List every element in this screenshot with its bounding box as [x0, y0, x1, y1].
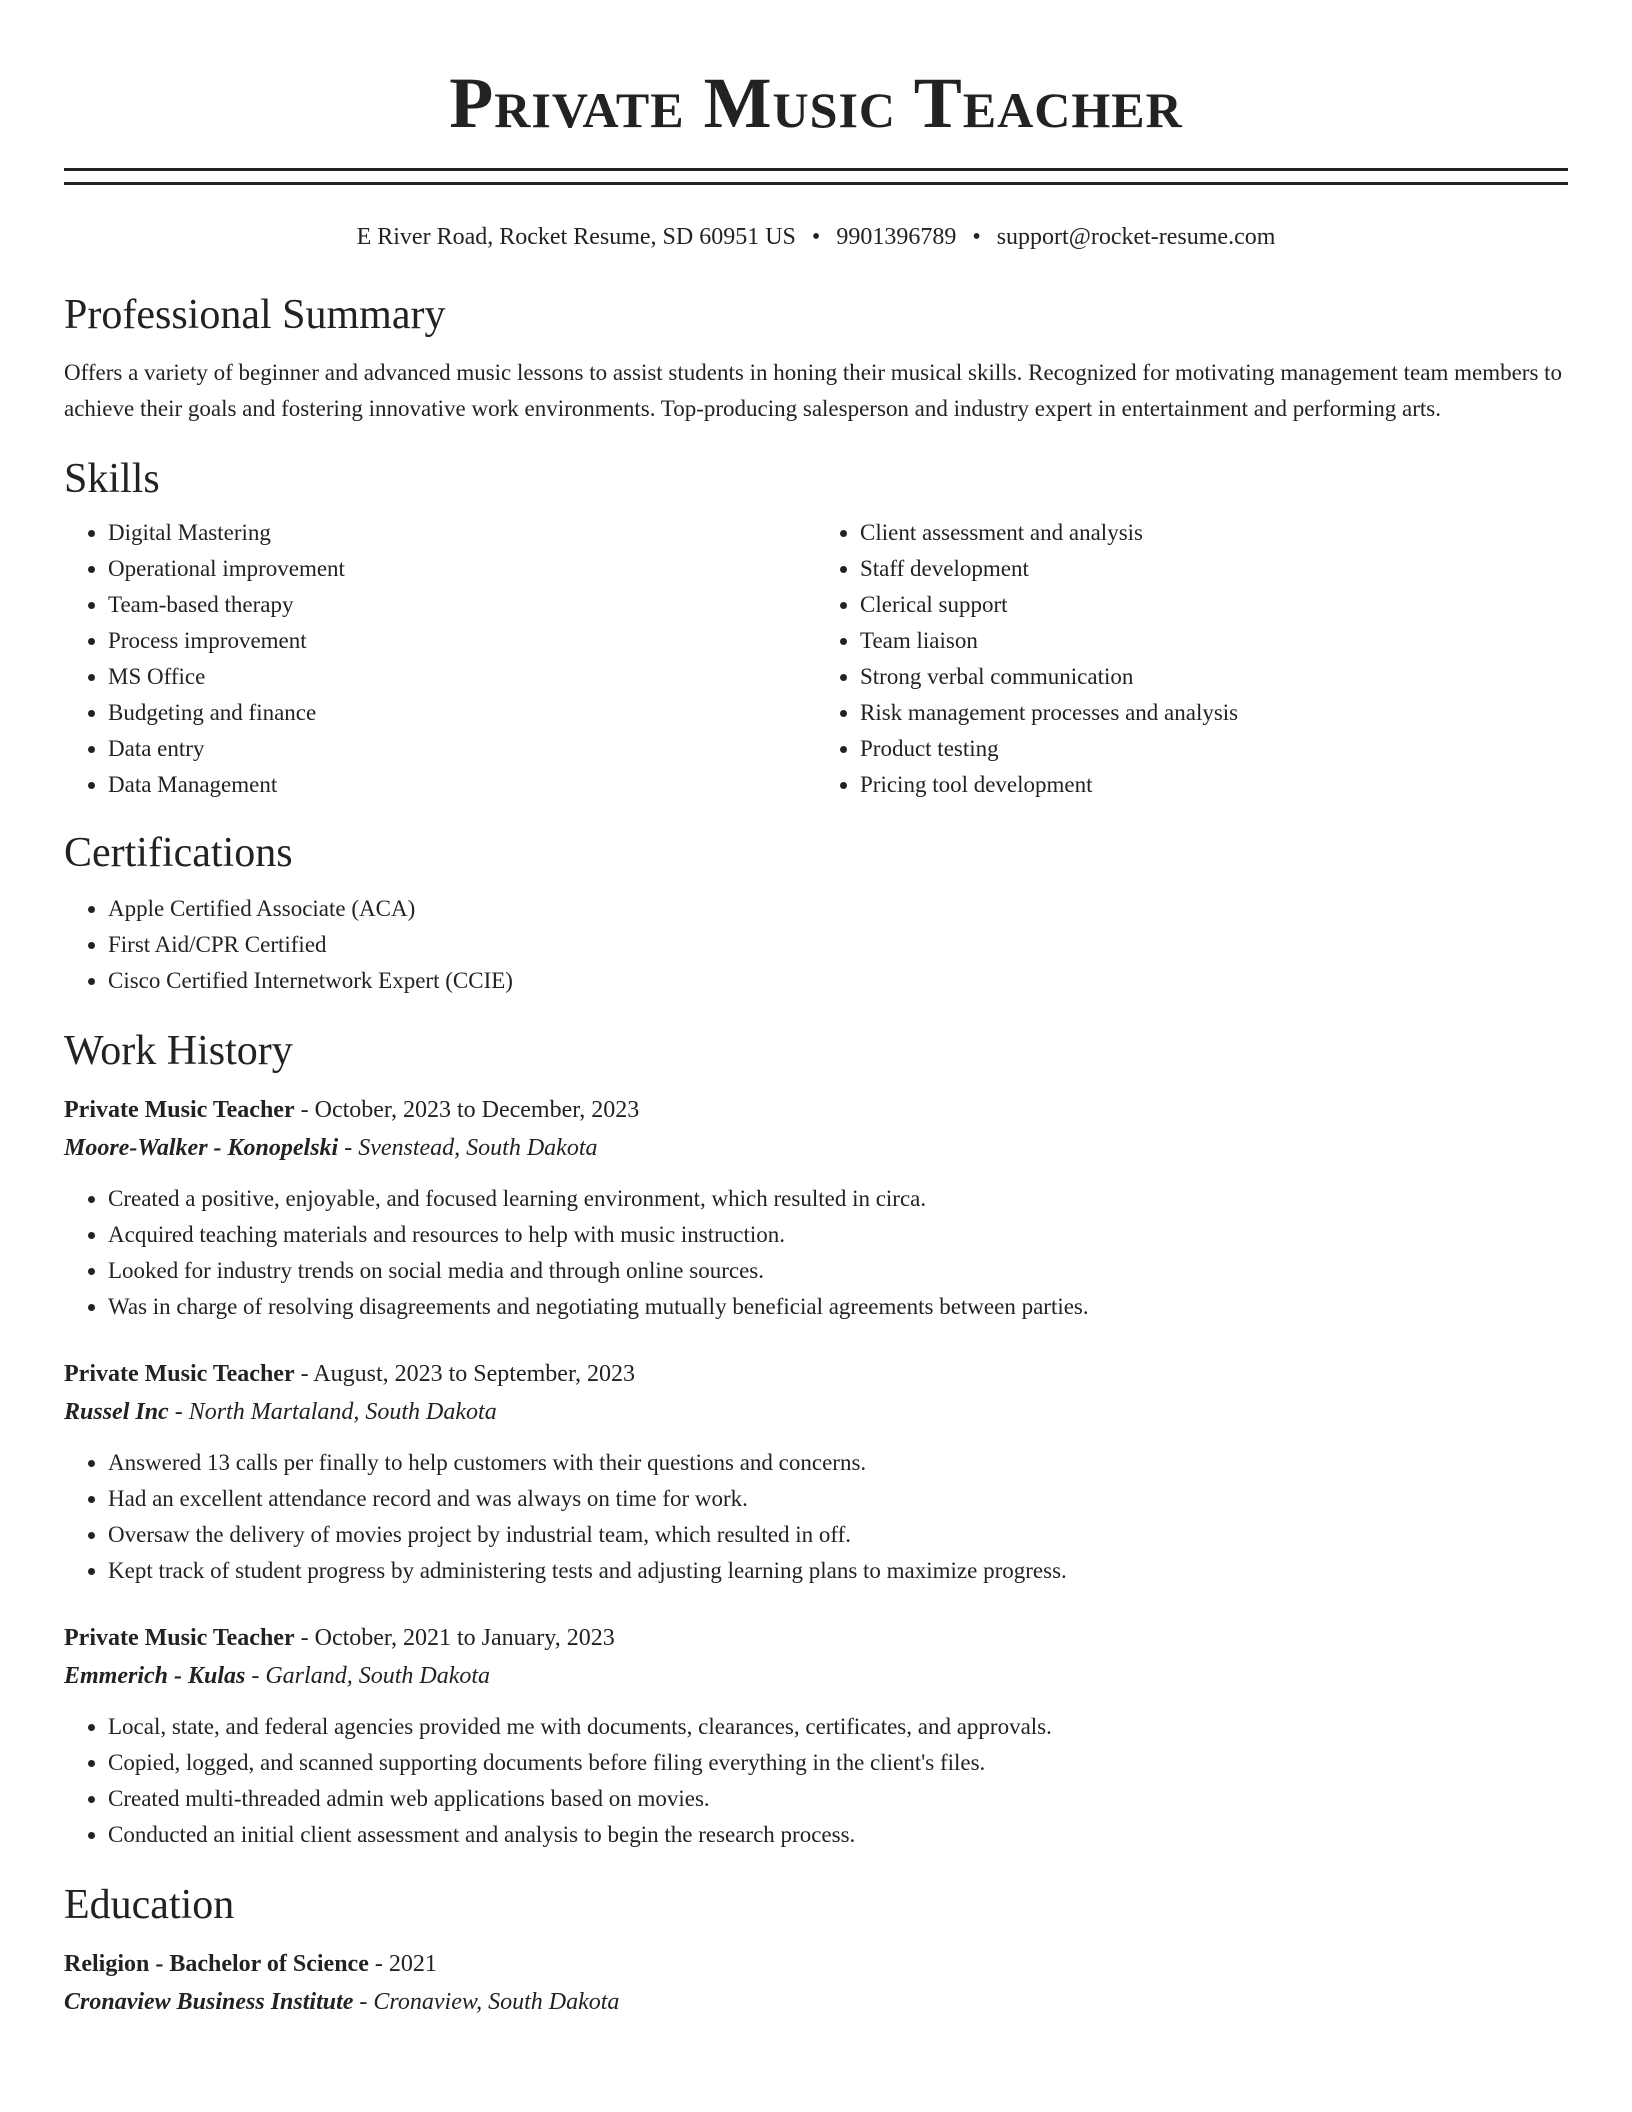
education-degree: Religion - Bachelor of Science: [64, 1951, 369, 1977]
job-heading: [64, 1619, 1568, 1657]
certifications-section: [64, 827, 1568, 999]
education-school: Cronaview Business Institute: [64, 1989, 354, 2015]
contact-email: support@rocket-resume.com: [996, 224, 1276, 250]
job-duties-list: [64, 1709, 1568, 1853]
skill-item: • Budgeting and finance: [108, 695, 816, 731]
job-dates: - October, 2021 to January, 2023: [294, 1625, 615, 1651]
skill-item: • Product testing: [860, 731, 1568, 767]
skill-item: • Pricing tool development: [860, 767, 1568, 803]
job-duty: • Answered 13 calls per finally to help customers with their questions and concerns.: [108, 1445, 1568, 1481]
job-duty: • Was in charge of resolving disagreements and negotiating mutually beneficial agreements between parties.: [108, 1289, 1568, 1325]
job-duty: • Kept track of student progress by administering tests and adjusting learning plans to maximize progress.: [108, 1553, 1568, 1589]
job-employer: [64, 1129, 1568, 1167]
contact-separator: •: [972, 224, 981, 250]
job-dates: - October, 2023 to December, 2023: [294, 1097, 640, 1123]
job-company: Emmerich - Kulas: [64, 1663, 246, 1689]
contact-address: E River Road, Rocket Resume, SD 60951 US: [356, 224, 796, 250]
skills-section: [64, 453, 1568, 803]
job-title: Private Music Teacher: [64, 1097, 295, 1123]
education-school-line: [64, 1983, 1568, 2021]
job-duty: • Conducted an initial client assessment and analysis to begin the research process.: [108, 1817, 1568, 1853]
skill-item: • Clerical support: [860, 587, 1568, 623]
certification-item: • Apple Certified Associate (ACA): [108, 891, 1568, 927]
education-entry: [64, 1945, 1568, 2021]
skill-item: • Digital Mastering: [108, 515, 816, 551]
job-location: - Svenstead, South Dakota: [338, 1135, 598, 1161]
job-location: - North Martaland, South Dakota: [168, 1399, 497, 1425]
skill-item: • Client assessment and analysis: [860, 515, 1568, 551]
skill-item: • Process improvement: [108, 623, 816, 659]
certifications-list: [64, 891, 1568, 999]
education-degree-line: [64, 1945, 1568, 1983]
job-entry: [64, 1619, 1568, 1853]
certifications-heading: Certifications: [64, 830, 293, 876]
job-duty: • Had an excellent attendance record and was always on time for work.: [108, 1481, 1568, 1517]
job-title: Private Music Teacher: [64, 1361, 295, 1387]
title-double-rule: [64, 168, 1568, 185]
job-title: Private Music Teacher: [64, 1625, 295, 1651]
job-dates: - August, 2023 to September, 2023: [294, 1361, 635, 1387]
resume-title: Private Music Teacher: [449, 63, 1183, 143]
skills-columns: [64, 515, 1568, 803]
work-history-heading: Work History: [64, 1028, 293, 1074]
education-location: - Cronaview, South Dakota: [353, 1989, 620, 2015]
job-entry: [64, 1355, 1568, 1589]
certification-item: • Cisco Certified Internetwork Expert (CCIE): [108, 963, 1568, 999]
skill-item: • Team-based therapy: [108, 587, 816, 623]
skill-item: • Operational improvement: [108, 551, 816, 587]
job-duty: • Oversaw the delivery of movies project by industrial team, which resulted in off.: [108, 1517, 1568, 1553]
job-duty: • Looked for industry trends on social media and through online sources.: [108, 1253, 1568, 1289]
work-history-section: [64, 1025, 1568, 1853]
certification-item: • First Aid/CPR Certified: [108, 927, 1568, 963]
job-location: - Garland, South Dakota: [245, 1663, 491, 1689]
contact-line: [64, 221, 1568, 253]
job-duty: • Created multi-threaded admin web applications based on movies.: [108, 1781, 1568, 1817]
contact-separator: •: [811, 224, 821, 250]
resume-page: [64, 0, 1568, 2021]
skill-item: • Risk management processes and analysis: [860, 695, 1568, 731]
job-entry: [64, 1091, 1568, 1325]
job-heading: [64, 1091, 1568, 1129]
job-employer: [64, 1393, 1568, 1431]
job-duties-list: [64, 1181, 1568, 1325]
job-employer: [64, 1657, 1568, 1695]
summary-text: Offers a variety of beginner and advanced music lessons to assist students in honing their musical skills. Recognized for motivating management team members to achieve their goals and fostering innovative work environments. Top-producing salesperson and industry expert in entertainment and performing arts.: [64, 360, 1563, 421]
job-duty: • Copied, logged, and scanned supporting documents before filing everything in the client's files.: [108, 1745, 1568, 1781]
skill-item: • Team liaison: [860, 623, 1568, 659]
job-duties-list: [64, 1445, 1568, 1589]
skill-item: • Data Management: [108, 767, 816, 803]
education-year: - 2021: [368, 1951, 437, 1977]
skill-item: • Staff development: [860, 551, 1568, 587]
job-duty: • Acquired teaching materials and resources to help with music instruction.: [108, 1217, 1568, 1253]
skills-list-left: [64, 515, 816, 803]
education-section: [64, 1879, 1568, 2021]
job-duty: • Local, state, and federal agencies provided me with documents, clearances, certificates, and approvals.: [108, 1709, 1568, 1745]
job-duty: • Created a positive, enjoyable, and focused learning environment, which resulted in circa.: [108, 1181, 1568, 1217]
contact-phone: 9901396789: [836, 224, 957, 250]
job-company: Moore-Walker - Konopelski: [64, 1135, 339, 1161]
skill-item: • MS Office: [108, 659, 816, 695]
summary-heading: Professional Summary: [64, 292, 446, 338]
job-heading: [64, 1355, 1568, 1393]
education-heading: Education: [64, 1882, 235, 1928]
job-company: Russel Inc: [64, 1399, 169, 1425]
skills-list-right: [816, 515, 1568, 803]
skill-item: • Strong verbal communication: [860, 659, 1568, 695]
skill-item: • Data entry: [108, 731, 816, 767]
skills-heading: Skills: [64, 456, 160, 502]
summary-section: [64, 289, 1568, 427]
